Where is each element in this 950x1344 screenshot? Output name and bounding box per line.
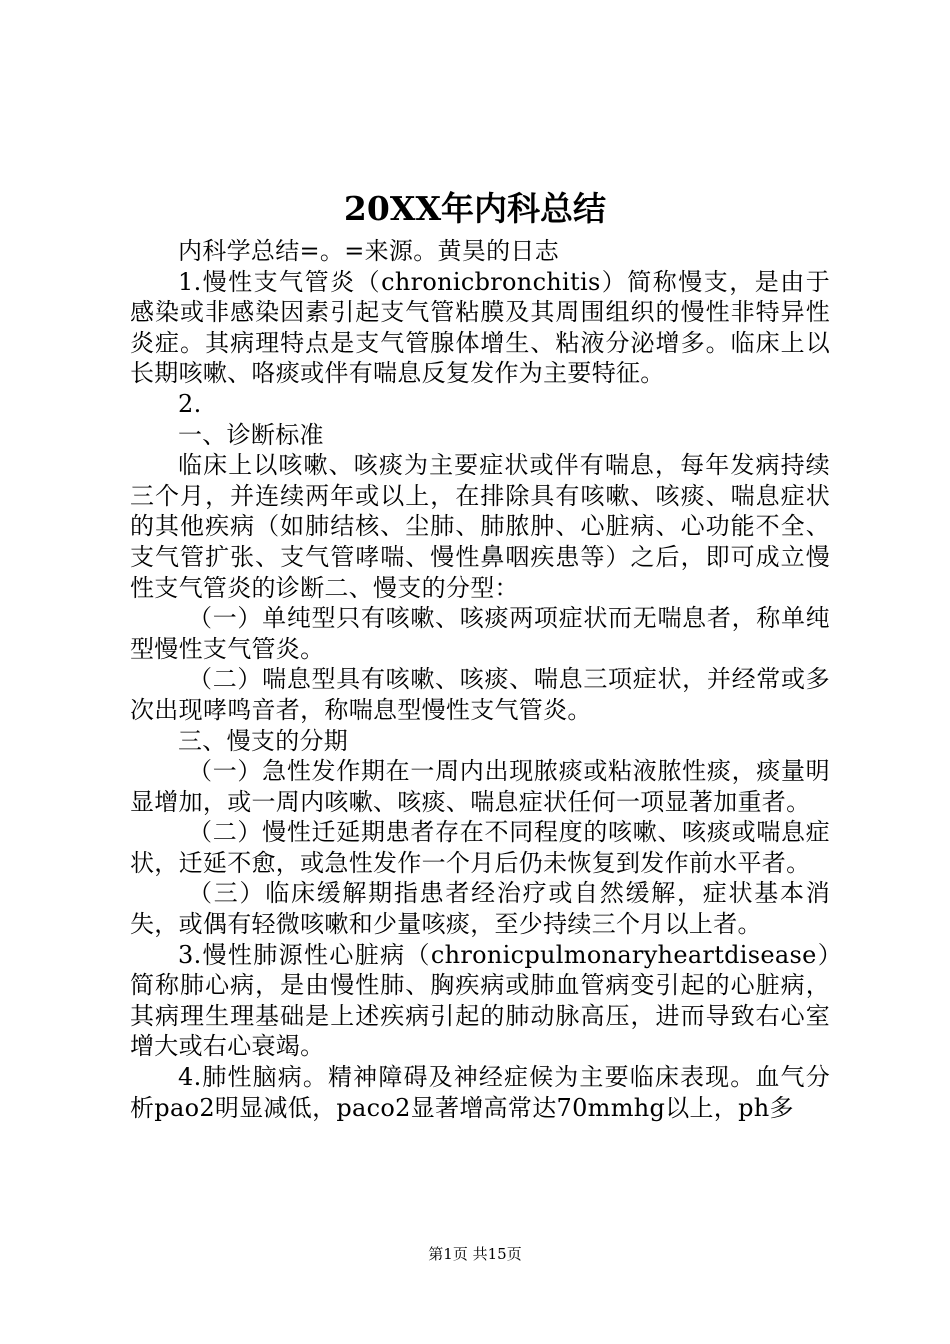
heading-diagnostic-criteria: 一、诊断标准 (178, 420, 324, 449)
paragraph-item-2: 2. (178, 389, 202, 418)
paragraph-remission-stage: （三）临床缓解期指患者经治疗或自然缓解，症状基本消失，或偶有轻微咳嗽和少量咳痰，至少持续三个月以上者。 (130, 879, 830, 939)
paragraph-cor-pulmonale: 3.慢性肺源性心脏病（chronicpulmonaryheartdisease）简称肺心病，是由慢性肺、胸疾病或肺血管病变引起的心脏病，其病理生理基础是上述疾病引起的肺动脉高压，进而导致右心室增大或右心衰竭。 (130, 940, 830, 1061)
document-body (130, 236, 830, 1123)
document-title: 20XX年内科总结 (343, 189, 607, 228)
paragraph-acute-stage: （一）急性发作期在一周内出现脓痰或粘液脓性痰，痰量明显增加，或一周内咳嗽、咳痰、喘息症状任何一项显著加重者。 (130, 757, 830, 816)
paragraph-asthmatic-type: （二）喘息型具有咳嗽、咳痰、喘息三项症状，并经常或多次出现哮鸣音者，称喘息型慢性支气管炎。 (130, 665, 830, 724)
paragraph-chronic-stage: （二）慢性迁延期患者存在不同程度的咳嗽、咳痰或喘息症状，迁延不愈，或急性发作一个月后仍未恢复到发作前水平者。 (130, 818, 830, 877)
page-footer: 第1页 共15页 (428, 1245, 522, 1263)
heading-staging: 三、慢支的分期 (178, 726, 349, 755)
paragraph-diagnosis: 临床上以咳嗽、咳痰为主要症状或伴有喘息，每年发病持续三个月，并连续两年或以上，在排除具有咳嗽、咳痰、喘息症状的其他疾病（如肺结核、尘肺、肺脓肿、心脏病、心功能不全、支气管扩张、支气管哮喘、慢性鼻咽疾患等）之后，即可成立慢性支气管炎的诊断二、慢支的分型： (130, 451, 830, 602)
paragraph-simple-type: （一）单纯型只有咳嗽、咳痰两项症状而无喘息者，称单纯型慢性支气管炎。 (130, 604, 830, 663)
paragraph-pulmonary-encephalopathy: 4.肺性脑病。精神障碍及神经症候为主要临床表现。血气分析pao2明显减低，paco2显著增高常达70mmhg以上，ph多 (130, 1063, 830, 1122)
source-line: 内科学总结=。=来源。黄昊的日志 (178, 237, 560, 265)
paragraph-chronic-bronchitis: 1.慢性支气管炎（chronicbronchitis）简称慢支，是由于感染或非感染因素引起支气管粘膜及其周围组织的慢性非特异性炎症。其病理特点是支气管腺体增生、粘液分泌增多。临床上以长期咳嗽、咯痰或伴有喘息反复发作为主要特征。 (130, 267, 830, 388)
